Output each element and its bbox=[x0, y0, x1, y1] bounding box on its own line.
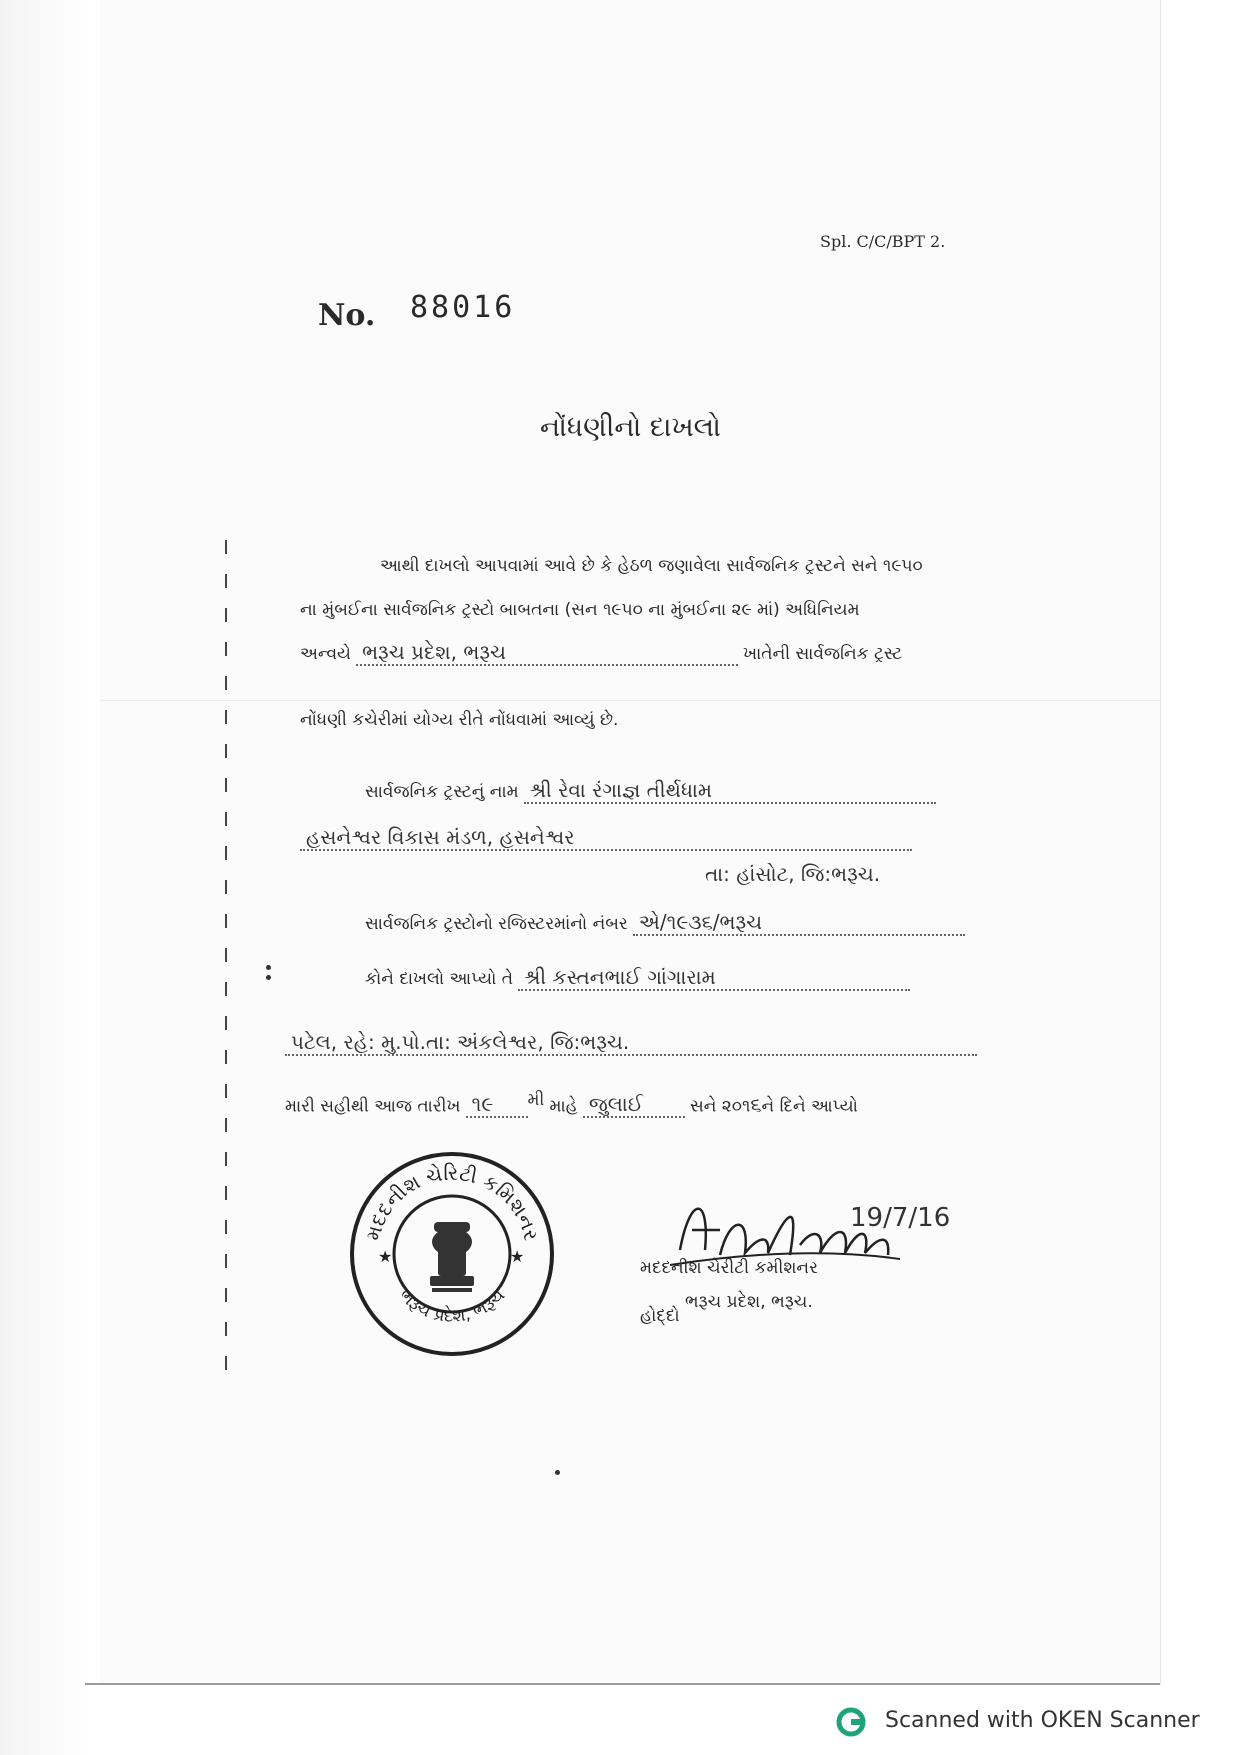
office-location-handwritten: ભરૂચ પ્રદેશ, ભરૂચ bbox=[356, 640, 738, 666]
body-line-1: આથી દાખલો આપવામાં આવે છે કે હેઠળ જણાવેલા સાર્વજનિક ટ્રસ્ટને સને ૧૯૫૦ bbox=[380, 556, 923, 576]
signature-day: ૧૯ bbox=[466, 1092, 528, 1118]
trust-name-row-2 bbox=[300, 825, 912, 851]
trust-name-label: સાર્વજનિક ટ્રસ્ટનું નામ bbox=[365, 782, 519, 802]
svg-text:★: ★ bbox=[510, 1247, 525, 1266]
signature-month: જુલાઈ bbox=[583, 1092, 685, 1118]
certificate-title: નોંધણીનો દાખલો bbox=[540, 412, 721, 443]
emblem-icon bbox=[430, 1222, 474, 1292]
body-line-3-suffix: ખાતેની સાર્વજનિક ટ્રસ્ટ bbox=[743, 644, 903, 664]
signature-year-digit: ૬ bbox=[750, 1092, 762, 1117]
issued-to-line-1: શ્રી કસ્તનભાઈ ગાંગારામ bbox=[518, 965, 910, 991]
paper-edge bbox=[85, 1683, 1160, 1685]
signature-day-suffix: મી bbox=[527, 1090, 545, 1110]
margin-dashes bbox=[225, 540, 227, 1380]
issued-to-row bbox=[365, 965, 910, 991]
issued-to-line-2: પટેલ, રહે: મુ.પો.તા: અંકલેશ્વર, જિ:ભરૂચ. bbox=[285, 1030, 977, 1056]
signature-phrase-2: માહે bbox=[549, 1096, 578, 1117]
signature-phrase-1: મારી સહીથી આજ તારીખ bbox=[285, 1096, 461, 1117]
register-label: સાર્વજનિક ટ્રસ્ટોનો રજિસ્ટરમાંનો નંબર bbox=[365, 914, 628, 934]
margin-dot bbox=[266, 975, 271, 980]
register-number: એ/૧૯૩૬/ભરૂચ bbox=[633, 910, 965, 936]
issued-to-row-2 bbox=[285, 1030, 977, 1056]
trust-name-row bbox=[365, 778, 936, 804]
fold-line bbox=[100, 700, 1160, 701]
signature-phrase-3: સને ૨૦૧ bbox=[689, 1096, 751, 1117]
body-line-4: નોંધણી કચેરીમાં યોગ્ય રીતે નોંધવામાં આવ્યું છે. bbox=[300, 710, 619, 730]
official-seal bbox=[348, 1150, 556, 1358]
issued-to-label: કોને દાખલો આપ્યો તે bbox=[365, 969, 514, 989]
margin-dot bbox=[266, 965, 271, 970]
trust-name-line-2: હસનેશ્વર વિકાસ મંડળ, હસનેશ્વર bbox=[300, 825, 912, 851]
oken-scanner-logo-icon bbox=[836, 1707, 866, 1737]
signature-phrase-4: ને દિને આપ્યો bbox=[761, 1096, 858, 1117]
stray-dot bbox=[555, 1470, 560, 1475]
trust-name-line-1: શ્રી રેવા રંગાજ્ઞ તીર્થધામ bbox=[524, 778, 936, 804]
certificate-number-label: No. bbox=[318, 298, 376, 333]
body-line-3-prefix: અન્વયે bbox=[300, 644, 351, 664]
body-line-2: ના મુંબઈના સાર્વજનિક ટ્રસ્ટો બાબતના (સન ૧૯૫૦ ના મુંબઈના ૨૯ માં) અધિનિયમ bbox=[300, 600, 860, 620]
svg-text:★: ★ bbox=[378, 1247, 393, 1266]
scan-margin bbox=[0, 0, 90, 1755]
officer-title-line-2: ભરૂચ પ્રદેશ, ભરૂચ. bbox=[685, 1292, 813, 1312]
signature-date-line bbox=[285, 1090, 858, 1118]
officer-title-line-1: મદદનીશ ચેરીટી કમીશનર bbox=[640, 1258, 818, 1278]
body-line-3 bbox=[300, 640, 902, 666]
form-code: Spl. C/C/BPT 2. bbox=[820, 232, 946, 251]
certificate-number: 88016 bbox=[410, 290, 516, 325]
register-row bbox=[365, 910, 965, 936]
trust-name-line-3: તા: હાંસોટ, જિ:ભરૂચ. bbox=[705, 862, 881, 886]
signature-date: 19/7/16 bbox=[850, 1203, 951, 1233]
officer-designation-label: હોદ્દો bbox=[640, 1306, 680, 1326]
seal-text-top: મદદનીશ ચેરિટી કમિશનર bbox=[360, 1160, 544, 1243]
seal-text-bottom: ભરૂચ પ્રદેશ, ભરૂચ bbox=[394, 1285, 510, 1327]
scanner-watermark: Scanned with OKEN Scanner bbox=[885, 1708, 1200, 1733]
